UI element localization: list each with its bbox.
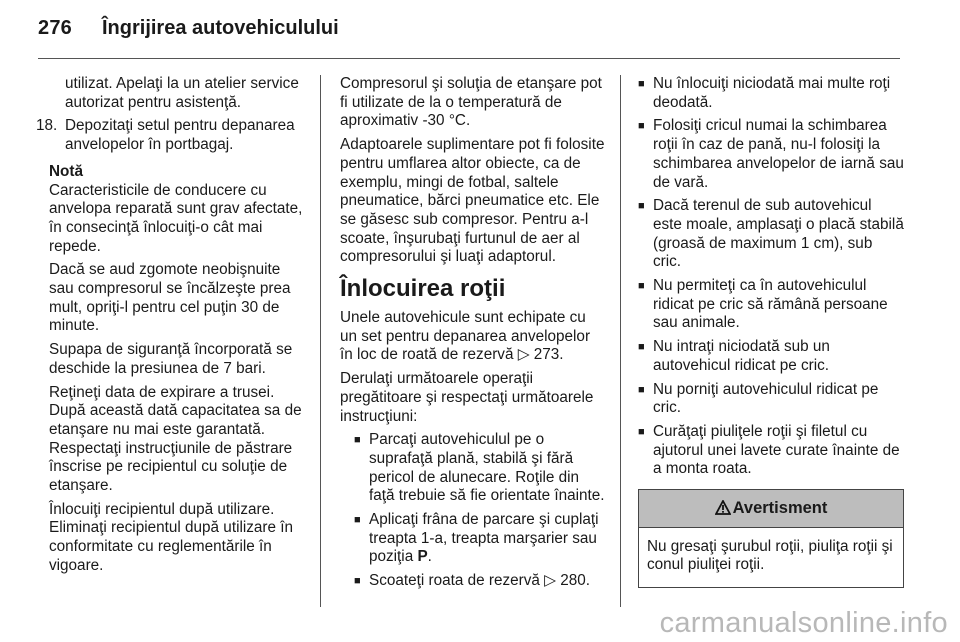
list-item-text: Nu permiteţi ca în autovehiculul ridicat pe cric să rămână persoane sau animale.	[653, 277, 888, 332]
list-item	[354, 572, 606, 591]
paragraph: Reţineţi data de expirare a trusei. După această dată capacitatea sa de etanşare nu mai este garantată. Respectaţi instrucţiunile de păstrare înscrise pe recipientul cu soluţie de etanşare.	[49, 383, 302, 495]
warning-box	[638, 489, 904, 588]
page-number: 276	[38, 17, 72, 39]
list-item	[638, 117, 904, 192]
page-reference-arrow-icon: ▷	[544, 572, 556, 590]
list-item-text: Folosiţi cricul numai la schimbarea roţii în caz de pană, nu-l folosiţi la schimbarea anvelopelor de iarnă sau de vară.	[653, 117, 904, 191]
square-bullet-icon: ■	[638, 383, 645, 396]
header-divider	[38, 58, 900, 59]
warning-text: Nu gresaţi şurubul roţii, piuliţa roţii şi conul piuliţei roţii.	[647, 537, 893, 574]
paragraph	[340, 309, 606, 365]
column-divider-2	[620, 75, 621, 607]
list-item	[638, 197, 904, 272]
warning-header	[639, 490, 903, 528]
square-bullet-icon: ■	[638, 78, 645, 90]
square-bullet-icon: ■	[354, 575, 361, 588]
list-item-text: Dacă terenul de sub autovehicul este moale, amplasaţi o placă stabilă (groasă de maximum 1 cm), sub cric.	[653, 197, 904, 271]
step-17-continued: utilizat. Apelaţi la un atelier service autorizat pentru asistenţă.	[65, 75, 299, 111]
page-header	[38, 17, 339, 40]
page-title: Îngrijirea autovehiculului	[101, 17, 339, 39]
list-item-text: Curăţaţi piuliţele roţii şi filetul cu ajutorul unei lavete curate înainte de a monta roata.	[653, 422, 900, 478]
square-bullet-icon: ■	[638, 280, 645, 293]
note-block	[36, 163, 308, 576]
watermark: carmanualsonline.info	[659, 607, 948, 639]
section-heading: Înlocuirea roţii	[340, 275, 506, 303]
list-item	[638, 381, 904, 418]
paragraph: Adaptoarele suplimentare pot fi folosite pentru umflarea altor obiecte, ca de exemplu, mingi de fotbal, saltele pneumatice, bărci pneumatice etc. Ele se găsesc sub compresor. Pentru a-l scoate, înşurubaţi furtunul de aer al compresorului şi luaţi adaptorul.	[340, 136, 605, 266]
square-bullet-icon: ■	[638, 341, 645, 354]
step-18	[36, 117, 308, 154]
list-item	[638, 75, 904, 112]
paragraph: Înlocuiţi recipientul după utilizare. Eliminaţi recipientul după utilizare în conformitate cu reglementările în vigoare.	[49, 500, 294, 574]
list-item	[354, 431, 606, 506]
paragraph: Dacă se aud zgomote neobişnuite sau compresorul se încălzeşte prea mult, opriţi-l pentru cel puţin 30 de minute.	[49, 261, 291, 335]
note-text: Caracteristicile de conducere cu anvelopa reparată sunt grav afectate, în consecinţă înlocuiţi-o cât mai repede.	[49, 181, 303, 255]
square-bullet-icon: ■	[354, 434, 361, 447]
column-divider-1	[320, 75, 321, 607]
page-reference[interactable]: 273.	[533, 346, 564, 364]
list-item	[638, 423, 904, 479]
square-bullet-icon: ■	[354, 514, 361, 527]
list-item	[638, 277, 904, 333]
list-item	[638, 338, 904, 375]
paragraph-text: Unele autovehicule sunt echipate cu un set pentru depanarea anvelopelor în loc de roată de rezervă	[340, 309, 591, 364]
square-bullet-icon: ■	[638, 120, 645, 133]
list-item-text: Parcaţi autovehiculul pe o suprafaţă plană, stabilă şi fără pericol de alunecare. Roţile din faţă trebuie să fie orientate înainte.	[369, 431, 605, 505]
square-bullet-icon: ■	[638, 425, 645, 438]
page-reference[interactable]: 280.	[560, 572, 590, 590]
column-3	[638, 75, 904, 588]
list-item-text: Nu porniţi autovehiculul ridicat pe cric.	[653, 380, 879, 417]
note-title: Notă	[49, 162, 83, 180]
instruction-list	[340, 431, 606, 591]
paragraph: Compresorul şi soluţia de etanşare pot fi utilizate de la o temperatură de aproximativ -30 °C.	[340, 75, 602, 130]
paragraph: Supapa de siguranţă încorporată se deschide la presiunea de 7 bari.	[49, 341, 293, 377]
warning-title: Avertisment	[732, 499, 828, 518]
list-item-text: Nu intraţi niciodată sub un autovehicul ridicat pe cric.	[653, 338, 830, 374]
square-bullet-icon: ■	[638, 200, 645, 213]
list-item-text: Nu înlocuiţi niciodată mai multe roţi deodată.	[653, 75, 891, 111]
warning-triangle-icon	[715, 500, 731, 515]
page-reference-arrow-icon: ▷	[517, 346, 530, 364]
column-1	[36, 75, 308, 581]
list-item-text: Aplicaţi frâna de parcare şi cuplaţi treapta 1-a, treapta marşarier sau poziţia P.	[369, 511, 599, 566]
list-item-text: Scoateţi roata de rezervă ▷ 280.	[369, 572, 590, 590]
list-item	[354, 511, 606, 567]
step-text: Depozitaţi setul pentru depanarea anvelopelor în portbagaj.	[65, 117, 295, 154]
safety-list	[638, 75, 904, 479]
paragraph: Derulaţi următoarele operaţii pregătitoare şi respectaţi următoarele instrucţiuni:	[340, 370, 594, 425]
column-2	[340, 75, 606, 596]
step-number: 18.	[36, 117, 58, 135]
